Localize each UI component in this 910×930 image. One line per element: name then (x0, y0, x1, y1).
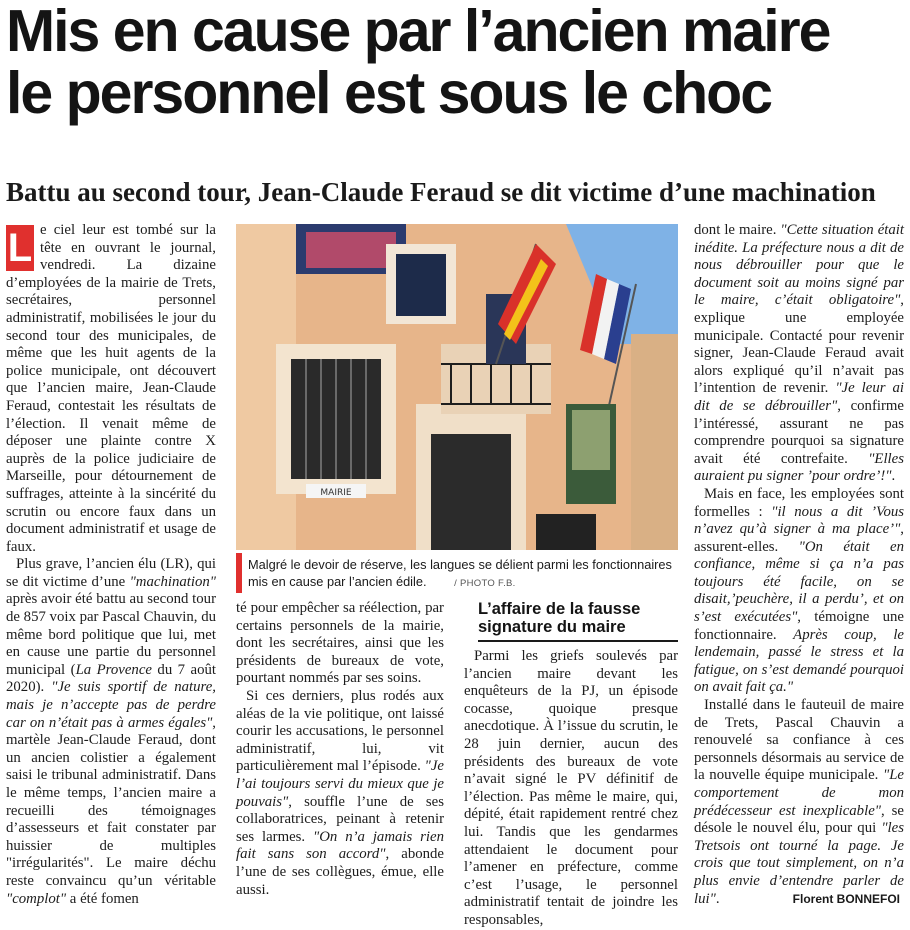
paragraph-text: , abonde l’une de ses collègues, émue, elle aussi. (236, 846, 444, 898)
caption-accent-bar (236, 553, 242, 593)
headline (6, 0, 906, 124)
quote: "On n’a jamais rien fait sans son accord" (236, 828, 445, 863)
quote: "Je suis sportif de nature, mais je n’accepte pas de perdre car on n’était pas à armes égales" (6, 679, 217, 731)
article-column-3 (464, 600, 678, 928)
paragraph-text: dont le maire. (694, 222, 781, 238)
photo-credit: / PHOTO F.B. (454, 578, 516, 589)
paragraph: té pour empêcher sa réélection, par certains personnels de la mairie, dont les secrétaires, ainsi que les présidents de bureaux de vote, pourtant nommés par ses soins. (236, 600, 444, 687)
paragraph (6, 556, 216, 908)
subtitle-line-2: signature du maire (478, 618, 626, 636)
paragraph-text: . (715, 890, 720, 907)
town-hall-photo (236, 224, 678, 550)
headline-line-2: le personnel est sous le choc (6, 60, 772, 126)
paragraph-text: après avoir été battu au second tour de 857 voix par Pascal Chauvin, du même bord politique que lui, met en cause une partie du personnel municipal ( (6, 591, 216, 678)
section-subtitle-text (478, 600, 678, 636)
paragraph-text: Installé dans le fauteuil de maire de Trets, Pascal Chauvin a renouvelé sa confiance à ces personnels désormais au service de la nouvelle équipe municipale. (694, 697, 904, 784)
quote: "Elles auraient pu signer ’pour ordre’!" (694, 450, 904, 485)
caption-text: Malgré le devoir de réserve, les langues se délient parmi les fonctionnaires mis en cause par l’ancien édile. (248, 557, 672, 589)
paragraph-text: Plus grave, l’ancien élu (LR), qui se dit victime d’une (6, 556, 216, 590)
paragraph (6, 222, 216, 556)
paragraph (694, 486, 904, 697)
paragraph-text: , souffle l’une de ses collaboratrices, peinant à retenir ses larmes. (236, 793, 444, 845)
section-subtitle (464, 600, 678, 642)
quote: "Je leur ai dit de se débrouiller" (694, 380, 904, 414)
paragraph-text: , explique une employée municipale. Contacté pour revenir signer, Jean-Claude Feraud avait alors expliqué qu’il n’avait pas l’intention de revenir. (694, 292, 904, 397)
quote: "les Tretsois ont tourné la page. Je crois que tout simplement, on n’a plus envie d’entendre parler de lui" (694, 820, 904, 907)
paragraph: Parmi les griefs soulevés par l’ancien maire devant les enquêteurs de la PJ, un épisode cocasse, quoique presque anecdotique. À l’issue du scrutin, le 28 juin dernier, aucun des présidents des bureaux de vote n’avait signé le PV définitif de l’élection. Pas même le maire, qui, dépité, était rapidement rentré chez lui. Tandis que les gendarmes attendaient le document pour l’amener en préfecture, comme c’est l’usage, le personnel administratif tentait de joindre les responsables, (464, 648, 678, 928)
town-hall-illustration (236, 224, 678, 550)
publication-name: La Provence (75, 661, 152, 678)
paragraph (236, 688, 444, 899)
quote: "On était en confiance, même si ça n’a pas toujours été facile, on se disait,’peuchère, il a perdu’, et on s’est exécutées" (694, 538, 904, 626)
paragraph (694, 697, 904, 908)
paragraph-text: , confirme l’intéressé, assurant ne pas comprendre pourquoi sa signature avait été contrefaite. (694, 397, 904, 467)
paragraph-text: , témoigne une fonctionnaire. (694, 609, 904, 643)
quote: Après coup, le lendemain, passé le stress et la fatigue, on s’est demandé pourquoi on avait fait ça." (694, 626, 904, 696)
article-column-1 (6, 222, 216, 912)
paragraph (694, 222, 904, 486)
paragraph-text: Mais en face, les employées sont formelles : (694, 485, 904, 520)
subtitle-line-1: L’affaire de la fausse (478, 600, 641, 618)
paragraph-text: , assurent-elles. (694, 521, 904, 555)
paragraph-text: du 7 août 2020). (6, 661, 216, 696)
drop-cap: L (7, 226, 33, 270)
mairie-sign: MAIRIE (320, 488, 352, 498)
subtitle-rule (478, 640, 678, 642)
quote: "Je l’ai toujours servi du mieux que je pouvais" (236, 758, 444, 810)
quote: "il nous a dit ’Vous n’avez qu’à signer à ma place’" (694, 503, 904, 538)
paragraph-text: . (891, 468, 896, 485)
paragraph-text: , martèle Jean-Claude Feraud, dont un ancien colistier a également saisi le tribunal administratif. Dans le même temps, l’ancien maire a recueilli des témoignages d’assesseurs et fait constater par huissier de multiples "irrégularités". Le maire déchu reste convaincu qu’un véritable (6, 714, 216, 889)
quote: "Le comportement de mon prédécesseur est inexplicable" (694, 767, 904, 819)
quote: "Cette situation était inédite. La préfecture nous a dit de nous débrouiller pour que le document soit au moins signé par le maire, c’était obligatoire" (694, 222, 904, 309)
quote: "complot" (6, 890, 67, 907)
article-column-4 (694, 222, 904, 912)
quote: "machination" (129, 573, 216, 590)
paragraph-text: Si ces derniers, plus rodés aux aléas de la vie politique, ont laissé courir les accusations, le personnel administratif, lui, vit particulièrement mal l’épisode. (236, 687, 444, 775)
paragraph-text: a été fomen (66, 890, 139, 907)
subheadline: Battu au second tour, Jean-Claude Feraud se dit victime d’une machination (6, 177, 876, 207)
photo-caption (248, 556, 678, 592)
paragraph-text: e ciel leur est tombé sur la tête en ouvrant le journal, vendredi. La dizaine d’employées de la mairie de Trets, secrétaires, personnel administratif, mobilisées le jour du second tour des municipales, de même que les huit agents de la police municipale, ont découvert que l’ancien maire, Jean-Claude Feraud, contestait les résultats de l’élection. Il venait même de déposer une plainte contre X auprès de la police judiciaire de Marseille, pour détournement de suffrages, atteinte à la sincérité du scrutin ou encore faux dans un document administratif et usage de faux. (6, 222, 216, 555)
author-byline: Florent BONNEFOI (792, 892, 900, 906)
headline-line-1: Mis en cause par l’ancien maire (6, 0, 830, 64)
paragraph-text: , se désole le nouvel élu, pour qui (694, 802, 904, 837)
article-column-2 (236, 600, 444, 912)
